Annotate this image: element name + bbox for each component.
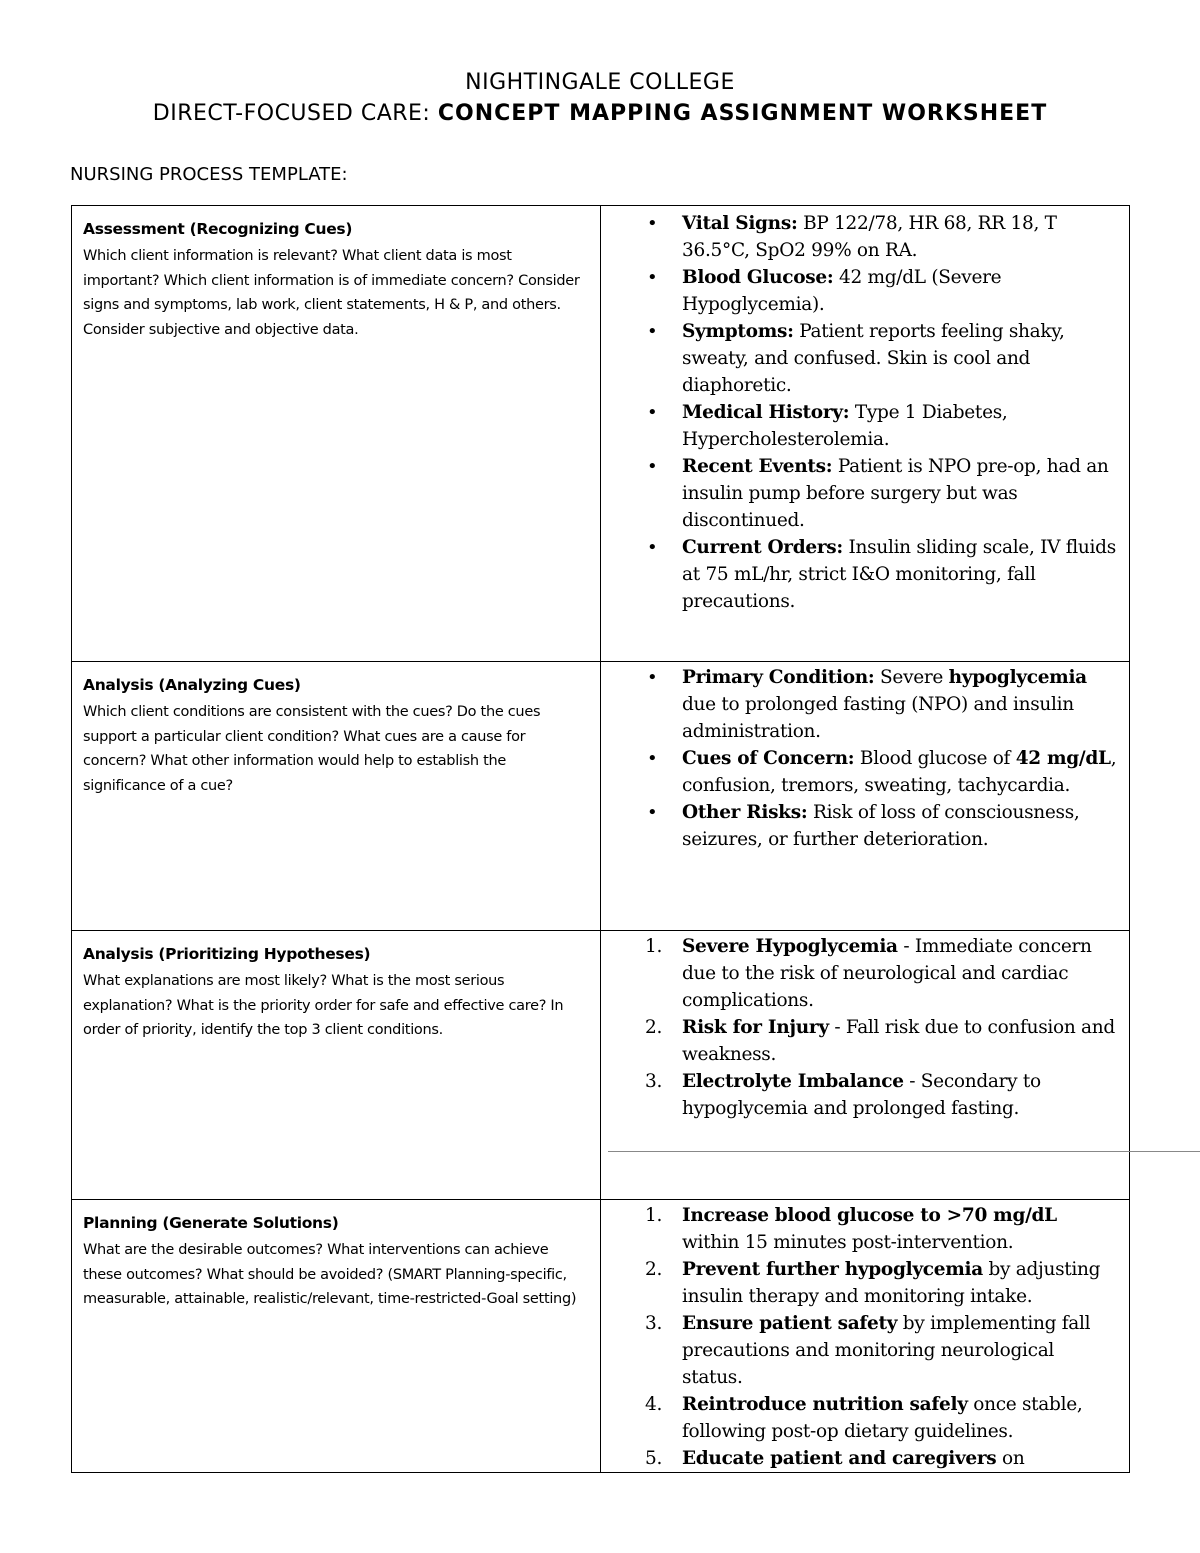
item-text: - Fall risk due to confusion and weakness. xyxy=(682,1017,1115,1065)
item-label: Reintroduce nutrition safely xyxy=(682,1394,968,1415)
item-label: Prevent further hypoglycemia xyxy=(682,1259,983,1280)
item-text: due to prolonged fasting (NPO) and insulin administration. xyxy=(682,694,1074,742)
item-text: within 15 minutes post-intervention. xyxy=(682,1232,1014,1253)
item-text: - Immediate concern due to the risk of neurological and cardiac complications. xyxy=(682,936,1092,1011)
item-label: Risk for Injury xyxy=(682,1017,829,1038)
list-item xyxy=(601,1202,1129,1256)
section-heading: Analysis (Prioritizing Hypotheses) xyxy=(83,945,371,963)
list-item xyxy=(601,933,1129,1014)
list-item xyxy=(601,1310,1129,1391)
item-label: Increase blood glucose to >70 mg/dL xyxy=(682,1205,1057,1226)
item-text: , confusion, tremors, sweating, tachycardia. xyxy=(682,748,1117,796)
list-item xyxy=(601,799,1129,853)
item-text: - Secondary to hypoglycemia and prolonged fasting. xyxy=(682,1071,1041,1119)
item-text: by adjusting insulin therapy and monitoring intake. xyxy=(682,1259,1101,1307)
item-text: Type 1 Diabetes, Hypercholesterolemia. xyxy=(682,402,1008,450)
planning-list xyxy=(601,1202,1129,1472)
list-item xyxy=(601,1445,1129,1472)
assessment-answer-cell xyxy=(601,206,1130,662)
section-prompt: Which client conditions are consistent with the cues? Do the cues support a particular client condition? What cues are a cause for concern? What other information would help to establish the significance of a cue? xyxy=(83,704,541,794)
divider xyxy=(608,1151,1200,1152)
item-text: on xyxy=(996,1448,1025,1469)
item-label: Symptoms: xyxy=(682,321,794,342)
item-label: Electrolyte Imbalance xyxy=(682,1071,904,1092)
item-number: 1. xyxy=(645,1205,663,1226)
bullet-icon: • xyxy=(647,456,658,477)
planning-answer-cell xyxy=(601,1200,1130,1473)
item-number: 1. xyxy=(645,936,663,957)
item-text: 42 mg/dL (Severe Hypoglycemia). xyxy=(682,267,1002,315)
item-text: Insulin sliding scale, IV fluids at 75 mL/hr, strict I&O monitoring, fall precautions. xyxy=(682,537,1116,612)
list-item xyxy=(601,210,1129,264)
analyzing-cues-list xyxy=(601,664,1129,853)
item-text: Patient reports feeling shaky, sweaty, and confused. Skin is cool and diaphoretic. xyxy=(682,321,1065,396)
item-label: Recent Events: xyxy=(682,456,833,477)
assessment-list xyxy=(601,208,1129,615)
item-label: Ensure patient safety xyxy=(682,1313,898,1334)
section-heading: Analysis (Analyzing Cues) xyxy=(83,676,301,694)
list-item xyxy=(601,264,1129,318)
nursing-process-table xyxy=(71,205,1130,1473)
item-label: Educate patient and caregivers xyxy=(682,1448,997,1469)
bullet-icon: • xyxy=(647,802,658,823)
section-heading: Assessment (Recognizing Cues) xyxy=(83,220,353,238)
item-text: Patient is NPO pre-op, had an insulin pump before surgery but was discontinued. xyxy=(682,456,1109,531)
list-item xyxy=(601,1256,1129,1310)
item-number: 4. xyxy=(645,1394,663,1415)
list-item xyxy=(601,664,1129,745)
college-name: NIGHTINGALE COLLEGE xyxy=(465,70,735,95)
item-label: Cues of Concern: xyxy=(682,748,855,769)
bullet-icon: • xyxy=(647,537,658,558)
planning-prompt-cell xyxy=(72,1200,601,1473)
bullet-icon: • xyxy=(647,667,658,688)
list-item xyxy=(601,1391,1129,1445)
list-item xyxy=(601,453,1129,534)
list-item xyxy=(601,318,1129,399)
item-number: 3. xyxy=(645,1071,663,1092)
prioritizing-list xyxy=(601,933,1129,1122)
section-prompt: What are the desirable outcomes? What interventions can achieve these outcomes? What should be avoided? (SMART Planning-specific, measurable, attainable, realistic/relevant, time-restricted-Goal setting) xyxy=(83,1242,577,1307)
item-text: Severe xyxy=(874,667,949,688)
item-number: 2. xyxy=(645,1017,663,1038)
item-label: Primary Condition: xyxy=(682,667,875,688)
list-item xyxy=(601,745,1129,799)
course-prefix: DIRECT-FOCUSED CARE: xyxy=(152,101,431,126)
analyzing-cues-row xyxy=(72,662,1130,931)
assessment-row xyxy=(72,206,1130,662)
item-text: Risk of loss of consciousness, seizures, or further deterioration. xyxy=(682,802,1080,850)
item-number: 2. xyxy=(645,1259,663,1280)
item-label: Current Orders: xyxy=(682,537,843,558)
bullet-icon: • xyxy=(647,402,658,423)
item-label: Other Risks: xyxy=(682,802,808,823)
item-label: Medical History: xyxy=(682,402,850,423)
bullet-icon: • xyxy=(647,321,658,342)
planning-row xyxy=(72,1200,1130,1473)
list-item xyxy=(601,534,1129,615)
bullet-icon: • xyxy=(647,748,658,769)
item-text: once stable, following post-op dietary guidelines. xyxy=(682,1394,1083,1442)
item-number: 3. xyxy=(645,1313,663,1334)
worksheet-title xyxy=(0,101,1200,126)
list-item xyxy=(601,1068,1129,1122)
template-label: NURSING PROCESS TEMPLATE: xyxy=(70,164,348,185)
item-label: Severe Hypoglycemia xyxy=(682,936,898,957)
item-text: Blood glucose of xyxy=(854,748,1016,769)
item-emphasis: hypoglycemia xyxy=(948,667,1087,688)
section-heading: Planning (Generate Solutions) xyxy=(83,1214,339,1232)
analyzing-cues-answer-cell xyxy=(601,662,1130,931)
course-title: CONCEPT MAPPING ASSIGNMENT WORKSHEET xyxy=(437,101,1048,126)
item-label: Vital Signs: xyxy=(682,213,798,234)
list-item xyxy=(601,1014,1129,1068)
item-text: BP 122/78, HR 68, RR 18, T 36.5°C, SpO2 99% on RA. xyxy=(682,213,1057,261)
section-prompt: What explanations are most likely? What is the most serious explanation? What is the priority order for safe and effective care? In order of priority, identify the top 3 client conditions. xyxy=(83,973,564,1038)
item-emphasis: 42 mg/dL xyxy=(1015,748,1111,769)
prioritizing-row xyxy=(72,931,1130,1200)
item-number: 5. xyxy=(645,1448,663,1469)
assessment-prompt-cell xyxy=(72,206,601,662)
section-prompt: Which client information is relevant? What client data is most important? Which client information is of immediate concern? Consider signs and symptoms, lab work, client statements, H & P, and others. Consider subjective and objective data. xyxy=(83,248,580,338)
prioritizing-prompt-cell xyxy=(72,931,601,1200)
list-item xyxy=(601,399,1129,453)
bullet-icon: • xyxy=(647,267,658,288)
bullet-icon: • xyxy=(647,213,658,234)
item-label: Blood Glucose: xyxy=(682,267,834,288)
analyzing-cues-prompt-cell xyxy=(72,662,601,931)
prioritizing-answer-cell xyxy=(601,931,1130,1200)
item-text: by implementing fall precautions and monitoring neurological status. xyxy=(682,1313,1091,1388)
